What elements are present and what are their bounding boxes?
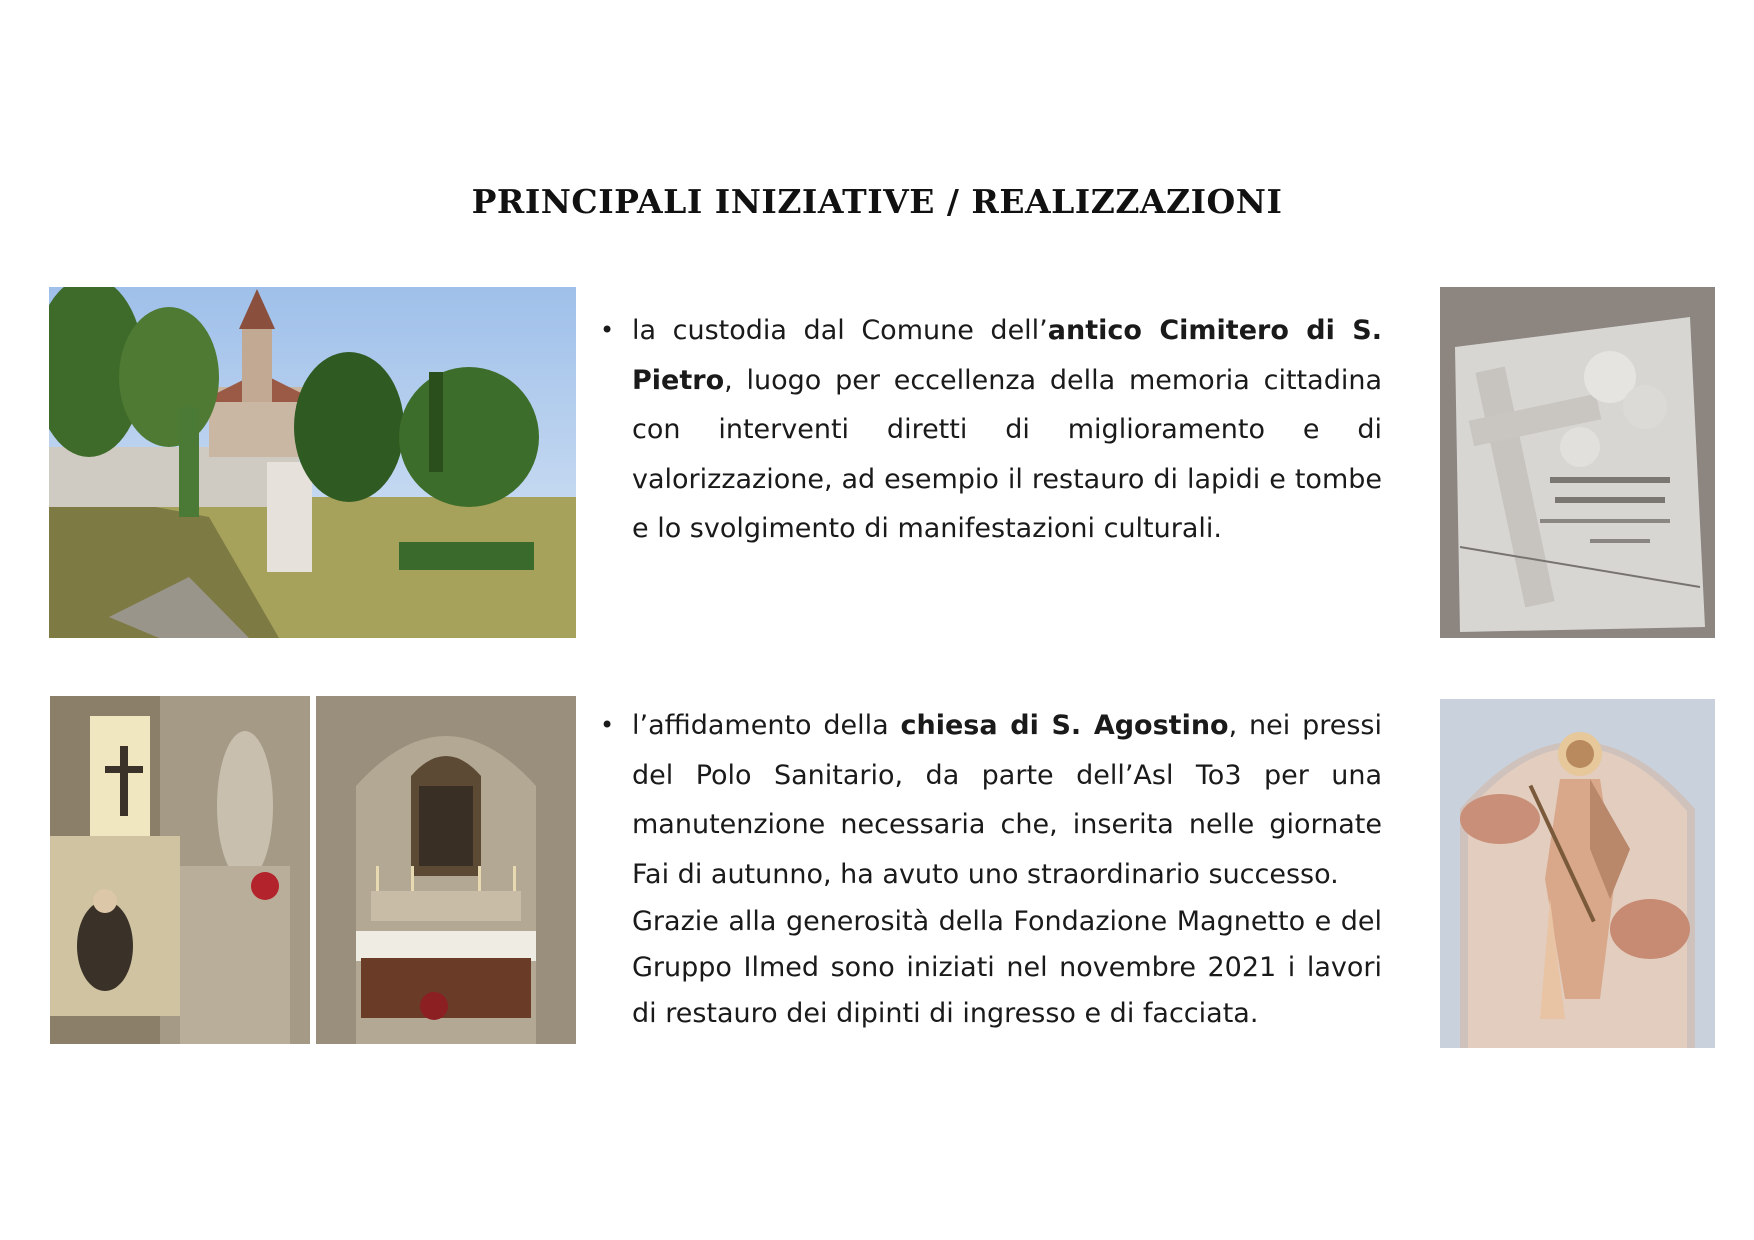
item2-text-end: , nei pressi del Polo Sanitario, da parte dell’Asl To3 per una manutenzione necessaria che, inserita nelle giornate Fai di autunno, ha avuto uno straordinario successo. — [632, 710, 1382, 890]
initiative-item-cemetery — [598, 306, 1382, 554]
initiative-item-church — [598, 701, 1382, 1037]
page-title: PRINCIPALI INIZIATIVE / REALIZZAZIONI — [471, 182, 1283, 221]
marble-tombstone-photo — [1440, 287, 1715, 638]
item1-bold-text: antico Cimitero di S. Pietro — [632, 315, 1382, 396]
item1-text-start: la custodia dal Comune dell’ — [632, 315, 1048, 346]
item2-bold-text: chiesa di S. Agostino — [900, 710, 1229, 741]
saint-fresco-photo — [1440, 699, 1715, 1048]
item1-text-end: , luogo per eccellenza della memoria cittadina con interventi diretti di miglioramento e di valorizzazione, ad esempio il restauro di lapidi e tombe e lo svolgimento di manifestazioni culturali. — [632, 364, 1382, 544]
bullet-icon: • — [600, 711, 615, 739]
bullet-icon: • — [600, 316, 615, 344]
item2-paragraph-restoration: Grazie alla generosità della Fondazione Magnetto e del Gruppo Ilmed sono iniziati nel novembre 2021 i lavori di restauro dei dipinti di ingresso e di facciata. — [632, 906, 1382, 1029]
cemetery-church-photo — [49, 287, 576, 638]
item2-text-start: l’affidamento della — [632, 710, 901, 741]
church-interior-statue-photo — [50, 696, 310, 1044]
church-altar-photo — [316, 696, 576, 1044]
